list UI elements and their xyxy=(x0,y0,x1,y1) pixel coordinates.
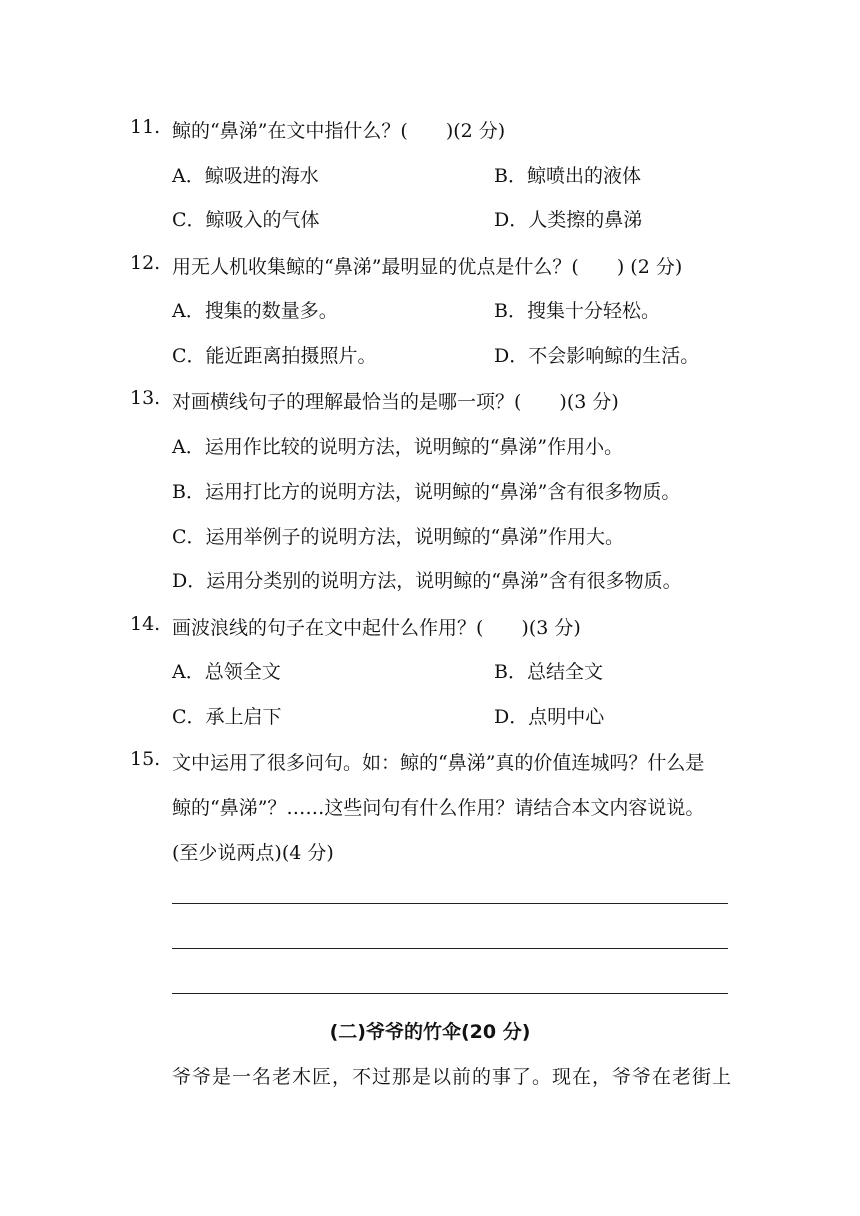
question-number: 12. xyxy=(130,252,161,274)
option-a[interactable]: A．运用作比较的说明方法，说明鲸的“鼻涕”作用小。 xyxy=(172,436,624,458)
answer-line[interactable] xyxy=(172,903,728,904)
option-c[interactable]: C．承上启下 xyxy=(172,706,282,728)
option-d[interactable]: D．不会影响鲸的生活。 xyxy=(494,345,700,367)
question-number: 14. xyxy=(130,613,161,635)
question-number: 11. xyxy=(130,116,161,138)
question-number: 15. xyxy=(130,748,161,770)
option-b[interactable]: B．运用打比方的说明方法，说明鲸的“鼻涕”含有很多物质。 xyxy=(172,481,681,503)
answer-line[interactable] xyxy=(172,993,728,994)
option-c[interactable]: C．能近距离拍摄照片。 xyxy=(172,345,377,367)
option-b[interactable]: B．总结全文 xyxy=(494,661,603,683)
question-text-line-1: 文中运用了很多问句。如：鲸的“鼻涕”真的价值连城吗？什么是 xyxy=(172,752,705,774)
option-c[interactable]: C．运用举例子的说明方法，说明鲸的“鼻涕”作用大。 xyxy=(172,526,624,548)
question-text: 用无人机收集鲸的“鼻涕”最明显的优点是什么？( ) (2 分) xyxy=(172,256,683,278)
option-c[interactable]: C．鲸吸入的气体 xyxy=(172,209,320,231)
answer-line[interactable] xyxy=(172,948,728,949)
option-d[interactable]: D．运用分类别的说明方法，说明鲸的“鼻涕”含有很多物质。 xyxy=(172,570,682,592)
option-b[interactable]: B．鲸喷出的液体 xyxy=(494,165,641,187)
passage-first-line: 爷爷是一名老木匠，不过那是以前的事了。现在，爷爷在老街上 xyxy=(172,1066,733,1088)
option-d[interactable]: D．人类擦的鼻涕 xyxy=(494,209,643,231)
section-title: (二)爷爷的竹伞(20 分) xyxy=(329,1021,531,1043)
question-number: 13. xyxy=(130,387,161,409)
question-text-line-3: (至少说两点)(4 分) xyxy=(172,842,334,864)
option-a[interactable]: A．鲸吸进的海水 xyxy=(172,165,319,187)
question-text: 画波浪线的句子在文中起什么作用？( )(3 分) xyxy=(172,617,581,639)
option-d[interactable]: D．点明中心 xyxy=(494,706,605,728)
question-text: 对画横线句子的理解最恰当的是哪一项？( )(3 分) xyxy=(172,391,619,413)
question-text: 鲸的“鼻涕”在文中指什么？( )(2 分) xyxy=(172,120,506,142)
option-a[interactable]: A．总领全文 xyxy=(172,661,281,683)
question-text-line-2: 鲸的“鼻涕”？……这些问句有什么作用？请结合本文内容说说。 xyxy=(172,797,705,819)
option-a[interactable]: A．搜集的数量多。 xyxy=(172,300,338,322)
option-b[interactable]: B．搜集十分轻松。 xyxy=(494,300,660,322)
